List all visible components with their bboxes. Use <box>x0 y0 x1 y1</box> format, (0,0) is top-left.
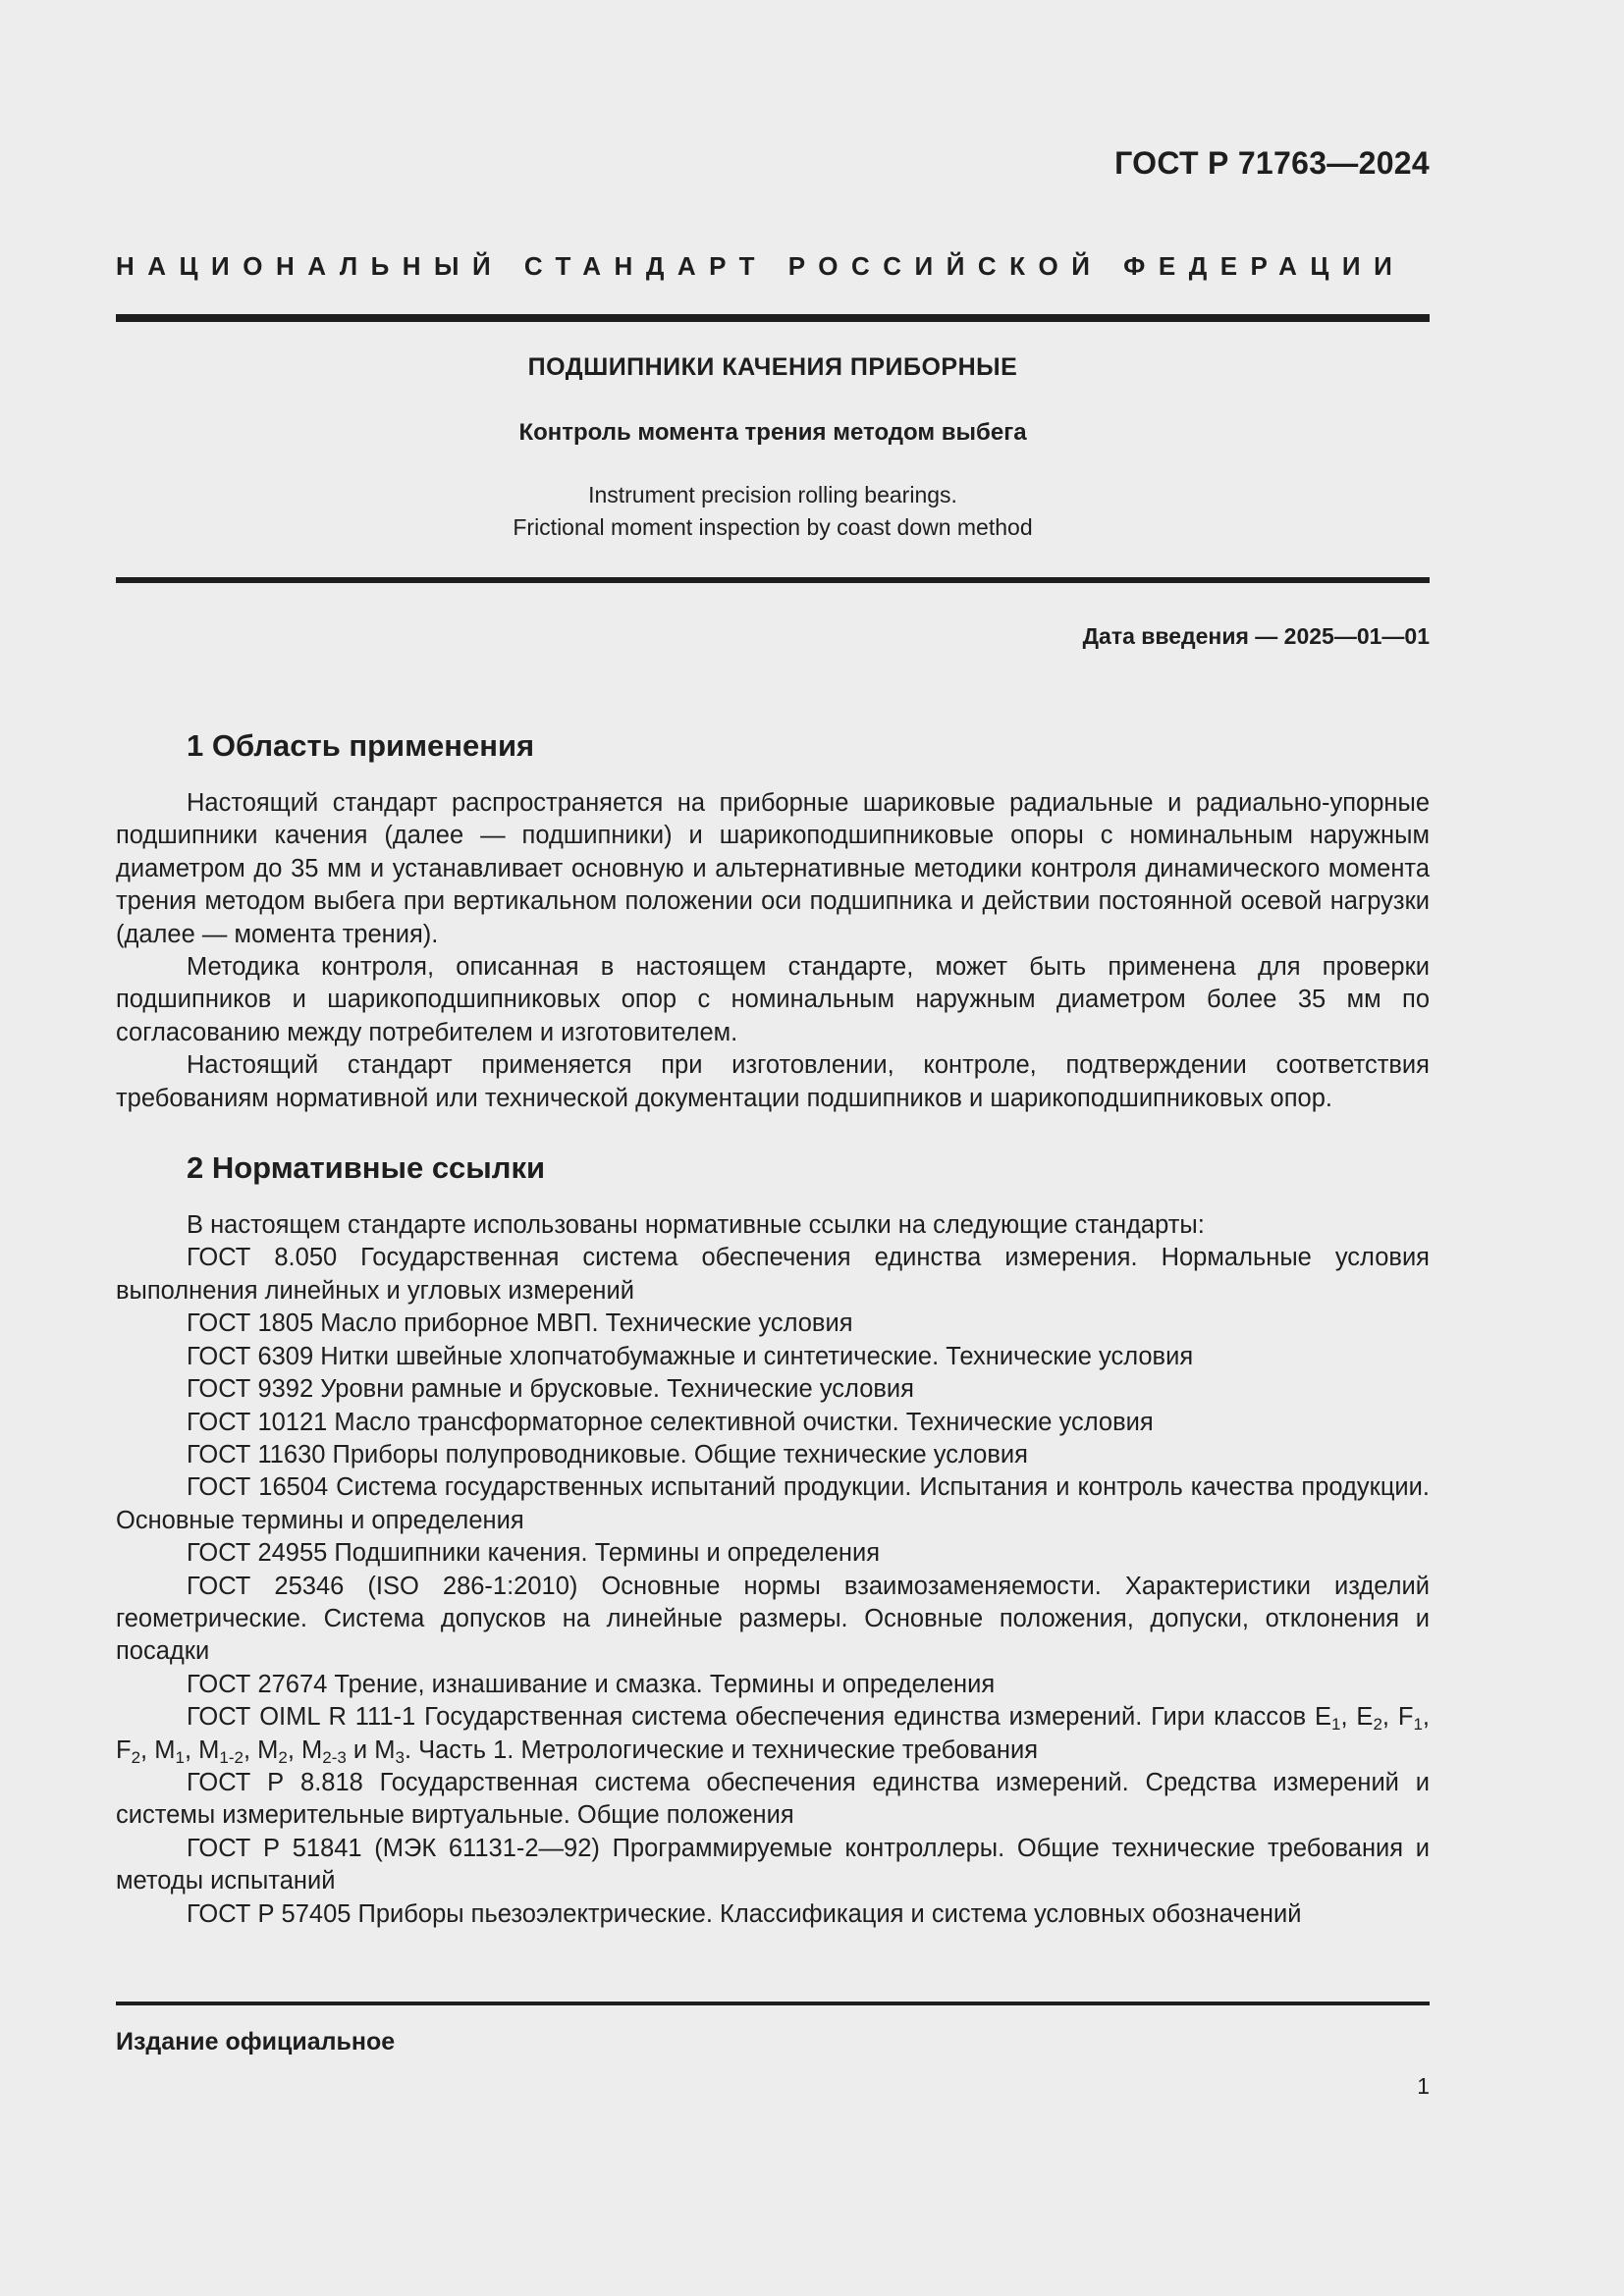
reference-item: ГОСТ 10121 Масло трансформаторное селективной очистки. Технические условия <box>187 1408 1154 1436</box>
reference-item: ГОСТ 9392 Уровни рамные и брусковые. Технические условия <box>187 1375 914 1404</box>
reference-item: ГОСТ Р 8.818 Государственная система обеспечения единства измерений. Средства измерений и системы измерительные виртуальные. Общие положения <box>116 1768 1430 1830</box>
oiml-text: и M <box>346 1735 396 1764</box>
reference-item: ГОСТ 8.050 Государственная система обеспечения единства измерения. Нормальные условия выполнения линейных и угловых измерений <box>116 1244 1430 1305</box>
english-title <box>116 479 1430 544</box>
reference-item: ГОСТ 25346 (ISO 286-1:2010) Основные нормы взаимозаменяемости. Характеристики изделий геометрические. Система допусков на линейные размеры. Основные положения, допуски, отклонения и посадки <box>116 1572 1430 1666</box>
document-body <box>116 726 1430 1931</box>
english-title-line-2: Frictional moment inspection by coast down method <box>513 514 1033 540</box>
oiml-subscript: 1 <box>1413 1715 1423 1735</box>
oiml-subscript: 1 <box>175 1747 185 1767</box>
oiml-text: ГОСТ OIML R 111-1 Государственная система обеспечения единства измерений. Гири классов E <box>187 1703 1331 1732</box>
oiml-text: , M <box>287 1735 323 1764</box>
section-1-paragraph: Методика контроля, описанная в настоящем стандарте, может быть применена для проверки подшипников и шарикоподшипниковых опор с номинальным наружным диаметром более 35 мм по согласованию между потребителем и изготовителем. <box>116 953 1430 1046</box>
oiml-subscript: 2 <box>278 1747 288 1767</box>
oiml-subscript: 2-3 <box>322 1747 347 1767</box>
oiml-subscript: 1-2 <box>219 1747 244 1767</box>
official-edition-label: Издание официальное <box>116 2028 396 2056</box>
document-title: ПОДШИПНИКИ КАЧЕНИЯ ПРИБОРНЫЕ <box>527 353 1018 381</box>
reference-item-oiml <box>116 1701 1430 1767</box>
document-subtitle: Контроль момента трения методом выбега <box>518 419 1027 446</box>
reference-item: ГОСТ 6309 Нитки швейные хлопчатобумажные и синтетические. Технические условия <box>187 1342 1194 1370</box>
oiml-subscript: 1 <box>1331 1715 1341 1735</box>
reference-item: ГОСТ 24955 Подшипники качения. Термины и определения <box>187 1539 881 1568</box>
oiml-text: , F <box>116 1703 1430 1764</box>
oiml-text: , E <box>1340 1703 1374 1732</box>
reference-item: ГОСТ 16504 Система государственных испытаний продукции. Испытания и контроль качества продукции. Основные термины и определения <box>116 1473 1430 1534</box>
reference-item: ГОСТ Р 51841 (МЭК 61131-2—92) Программируемые контроллеры. Общие технические требования и методы испытаний <box>116 1834 1430 1896</box>
oiml-subscript: 2 <box>131 1747 141 1767</box>
page-number: 1 <box>1417 2073 1430 2099</box>
standard-number: ГОСТ Р 71763—2024 <box>1114 145 1430 181</box>
top-rule <box>116 314 1430 322</box>
oiml-subscript: 2 <box>1373 1715 1382 1735</box>
english-title-line-1: Instrument precision rolling bearings. <box>588 482 957 507</box>
title-bottom-rule <box>116 577 1430 583</box>
reference-item: ГОСТ Р 57405 Приборы пьезоэлектрические. Классификация и система условных обозначений <box>187 1899 1302 1928</box>
section-2-heading: 2 Нормативные ссылки <box>187 1150 546 1186</box>
section-1-paragraph: Настоящий стандарт распространяется на приборные шариковые радиальные и радиально-упорные подшипники качения (далее — подшипники) и шарикоподшипниковые опоры с номинальным наружным диаметром до 35 мм и устанавливает основную и альтернативные методики контроля динамического момента трения методом выбега при вертикальном положении оси подшипника и действии постоянной осевой нагрузки (далее — момента трения). <box>116 789 1430 948</box>
oiml-subscript: 3 <box>395 1747 405 1767</box>
oiml-text: , M <box>243 1735 279 1764</box>
reference-item: ГОСТ 11630 Приборы полупроводниковые. Общие технические условия <box>187 1440 1028 1468</box>
reference-item: ГОСТ 27674 Трение, изнашивание и смазка. Термины и определения <box>187 1670 996 1698</box>
footer-rule <box>116 2002 1430 2005</box>
section-1-paragraph: Настоящий стандарт применяется при изготовлении, контроле, подтверждении соответствия требованиям нормативной или технической документации подшипников и шарикоподшипниковых опор. <box>116 1051 1430 1112</box>
reference-item: ГОСТ 1805 Масло приборное МВП. Технические условия <box>187 1309 853 1338</box>
oiml-text: , F <box>1381 1703 1414 1732</box>
section-2-intro: В настоящем стандарте использованы нормативные ссылки на следующие стандарты: <box>187 1211 1205 1240</box>
oiml-text: , M <box>140 1735 176 1764</box>
oiml-text: , M <box>184 1735 220 1764</box>
introduction-date: Дата введения — 2025—01—01 <box>1082 623 1430 649</box>
national-standard-banner: НАЦИОНАЛЬНЫЙ СТАНДАРТ РОССИЙСКОЙ ФЕДЕРАЦИИ <box>116 251 1406 281</box>
section-1-heading: 1 Область применения <box>187 728 535 763</box>
oiml-text: . Часть 1. Метрологические и технические требования <box>404 1735 1038 1764</box>
